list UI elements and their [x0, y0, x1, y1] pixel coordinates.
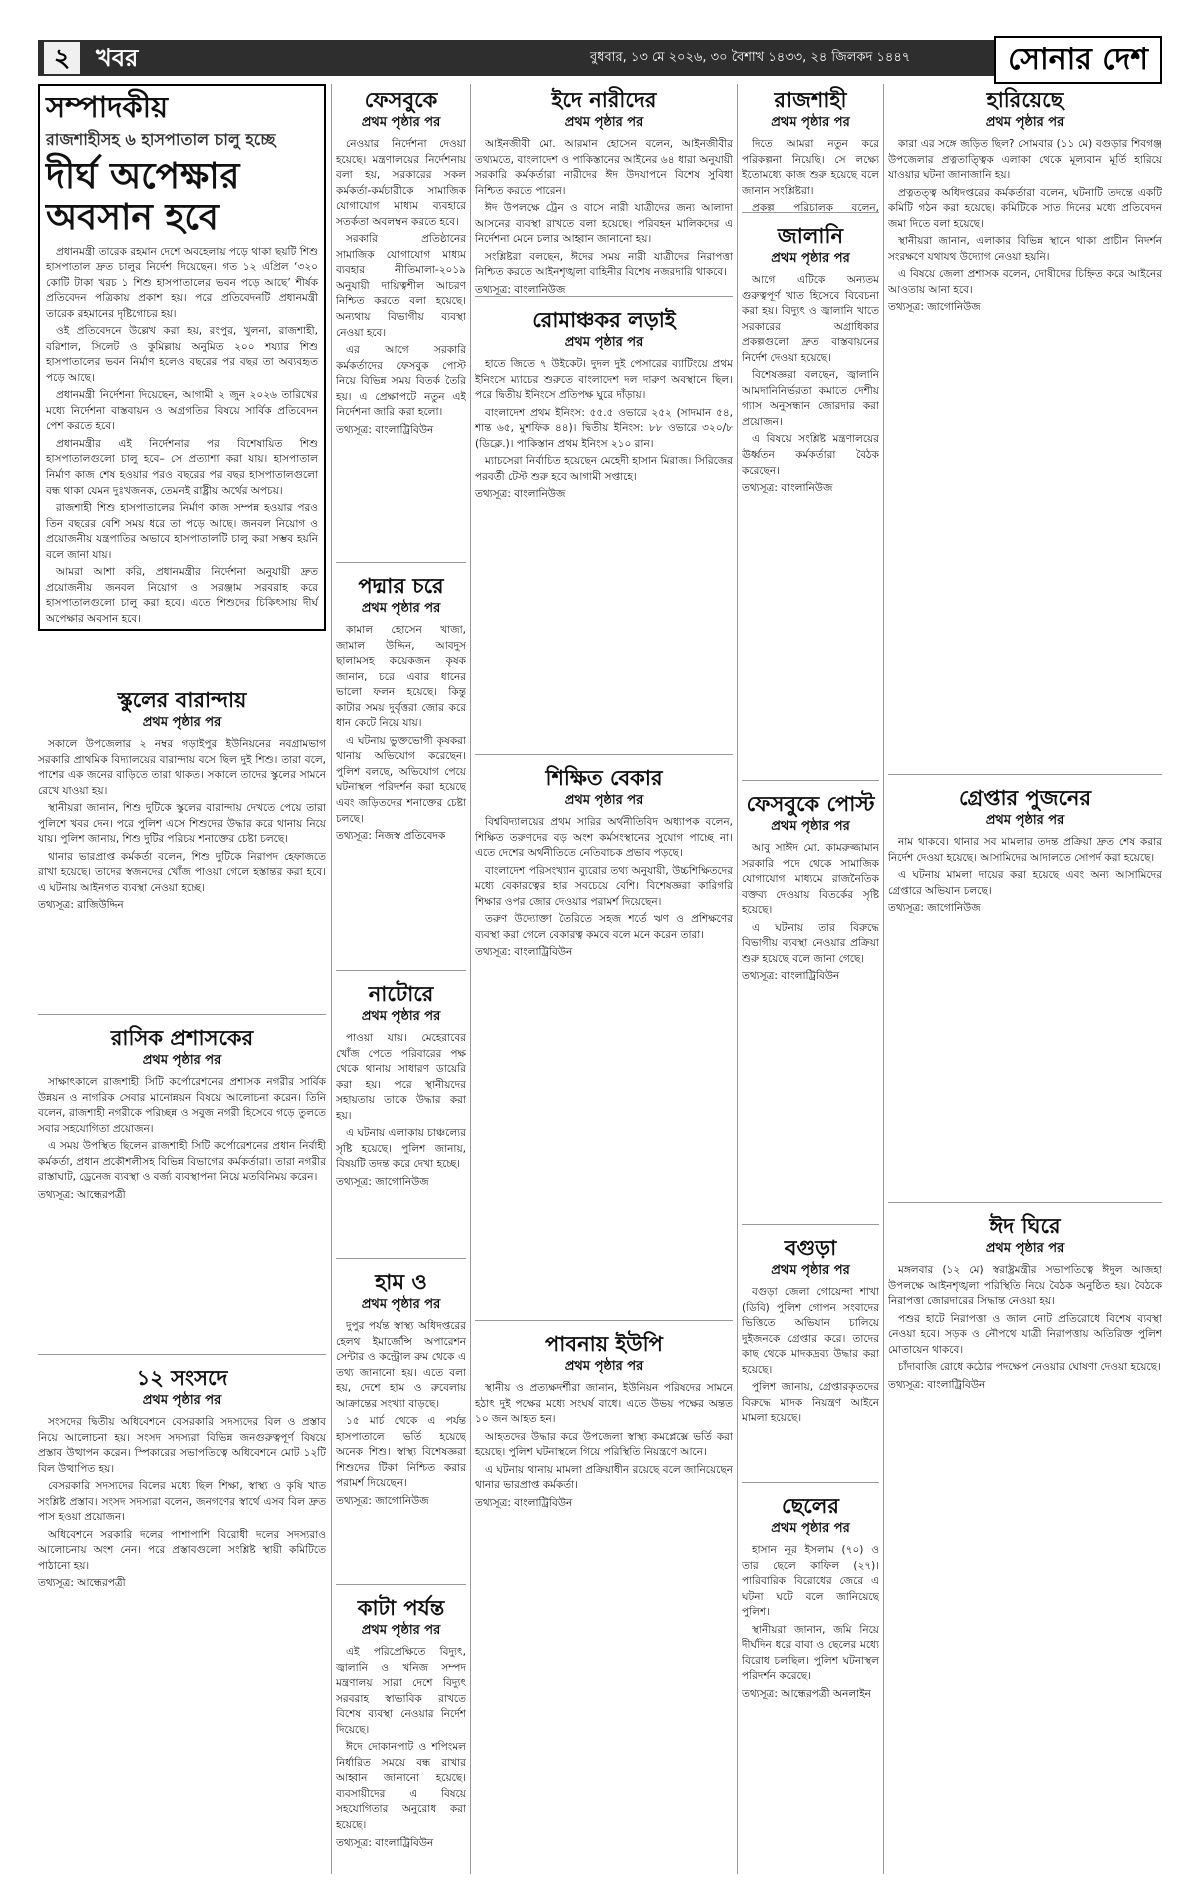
continued-label: প্রথম পৃষ্ঠার পর [361, 1297, 441, 1313]
paragraph: হাসান নূর ইসলাম (৭০) ও তার ছেলে কাফিল (২৭)। পারিবারিক বিরোধের জেরে এ ঘটনা ঘটে বলে জানিয়েছে পুলিশ। [742, 1544, 879, 1619]
paragraph: এ বিষয়ে জেলা প্রশাসক বলেন, দোষীদের চিহ্নিত করে আইনের আওতায় আনা হবে। [888, 268, 1162, 296]
article-source: তথ্যসূত্র: বাংলাট্রিবিউন [336, 423, 434, 436]
article-body [336, 137, 466, 421]
article-headline: রাসিক প্রশাসকের [110, 1026, 254, 1050]
paragraph: বিশেষজ্ঞরা বলছেন, জ্বালানি আমদানিনির্ভরতা কমাতে দেশীয় গ্যাস অনুসন্ধান জোরদার করা প্রয়োজন। [742, 369, 879, 428]
paragraph: বাংলাদেশ পরিসংখ্যান ব্যুরোর তথ্য অনুযায়ী, উচ্চশিক্ষিতদের মধ্যে বেকারত্বের হার সবচেয়ে বেশি। বিশেষজ্ঞরা কারিগরি শিক্ষার ওপর জোর দেওয়ার পরামর্শ দিয়েছেন। [475, 864, 733, 908]
article-headline: নাটোরে [368, 982, 434, 1006]
paragraph: আইনজীবী মো. আরমান হোসেন বলেন, আইনজীবীর তথ্যমতে, বাংলাদেশ ও পাকিস্তানের আইনের ৬৪ ধারা অনুযায়ী সরকারি কর্মকর্তারা নারীদের ঈদ উদযাপনে বিশেষ সুবিধা নিশ্চিত করতে পারেন। [475, 138, 733, 197]
continued-label: প্রথম পৃষ্ঠার পর [361, 1009, 441, 1025]
news-article [475, 762, 733, 1321]
article-headline: ইদে নারীদের [551, 88, 657, 112]
paragraph: এই পরিপ্রেক্ষিতে বিদ্যুৎ, জ্বালানি ও খনিজ সম্পদ মন্ত্রণালয় সারা দেশে বিদ্যুৎ সরবরাহ স্বাভাবিক রাখতে বিশেষ ব্যবস্থা নেওয়ার নির্দেশ দিয়েছে। [336, 1646, 466, 1736]
article-headline: ছেলের [782, 1494, 839, 1518]
article-headline: কাটা পর্যন্ত [357, 1596, 445, 1620]
paragraph: নেওয়ার নির্দেশনা দেওয়া হয়েছে। মন্ত্রণালয়ের নির্দেশনায় বলা হয়, সরকারের সকল কর্মকর্তা-কর্মচারীকে সামাজিক যোগাযোগ মাধ্যম ব্যবহারে সতর্কতা অবলম্বন করতে হবে। [336, 138, 466, 228]
continued-label: প্রথম পৃষ্ঠার পর [771, 1521, 850, 1537]
editorial-headline: দীর্ঘ অপেক্ষার অবসান হবে [46, 155, 240, 239]
article-body [888, 835, 1162, 899]
paragraph: ঈদ উপলক্ষে ট্রেন ও বাসে নারী যাত্রীদের জন্য আলাদা আসনের ব্যবস্থা রাখতে বলা হয়েছে। পরিবহন মালিকদের এ নির্দেশনা মেনে চলার আহ্বান জানানো হয়। [475, 202, 733, 246]
article-source: তথ্যসূত্র: জাগোনিউজ [888, 301, 981, 314]
column-rule [331, 84, 332, 1874]
paragraph: বগুড়া জেলা গোয়েন্দা শাখা (ডিবি) পুলিশ গোপন সংবাদের ভিত্তিতে অভিযান চালিয়ে দুইজনকে গ্রেপ্তার করে। তাদের কাছ থেকে মাদকদ্রব্য উদ্ধার করা হয়েছে। [742, 1286, 879, 1376]
continued-label: প্রথম পৃষ্ঠার পর [985, 813, 1065, 829]
article-body [475, 137, 733, 281]
article-headline: রাজশাহী [774, 88, 847, 112]
article-body [38, 1075, 326, 1186]
news-article [336, 570, 466, 971]
article-body [38, 737, 326, 896]
paragraph: বাংলাদেশ প্রথম ইনিংস: ৫৫.৫ ওভারে ২৫২ (সাদমান ৫৪, শান্ত ৬৫, মুশফিক ৪৪)। দ্বিতীয় ইনিংস: ৮৮ ওভারে ৩২০/৮ (ডিক্লে.)। পাকিস্তান প্রথম ইনিংস ২১০ রান। [475, 406, 733, 450]
article-headline: হারিয়েছে [986, 88, 1064, 112]
news-article [742, 1490, 879, 1874]
editorial-article [38, 84, 326, 674]
paragraph: প্রকল্প পরিচালক বলেন, [752, 202, 879, 213]
continued-label: প্রথম পৃষ্ঠার পর [564, 1359, 644, 1375]
continued-label: প্রথম পৃষ্ঠার পর [771, 819, 850, 835]
article-body [46, 245, 318, 628]
paragraph: কামাল হোসেন খাজা, জামাল উদ্দিন, আবদুস ছালামসহ কয়েকজন কৃষক জানান, চরে এবার ধানের ভালো ফলন হয়েছে। কিন্তু কাটার সময় দুর্বৃত্তরা জোর করে ধান কেটে নিয়ে যায়। [336, 624, 466, 730]
article-body [336, 1645, 466, 1833]
paragraph: এ ঘটনায় মামলা দায়ের করা হয়েছে এবং অন্য আসামিদের গ্রেপ্তারে অভিযান চলছে। [888, 869, 1162, 897]
paragraph: রাজশাহী শিশু হাসপাতালের নির্মাণ কাজ সম্পন্ন হওয়ার পরও তিন বছরের বেশি সময় ধরে তা পড়ে আছে। জনবল নিয়োগ ও প্রয়োজনীয় যন্ত্রপাতির অভাবে হাসপাতালটি চালু করা সম্ভব হয়নি বলে জানা যায়। [46, 502, 318, 561]
article-body [475, 815, 733, 943]
paragraph: মঙ্গলবার (১২ মে) স্বরাষ্ট্রমন্ত্রীর সভাপতিত্বে ঈদুল আজহা উপলক্ষে আইনশৃঙ্খলা পরিস্থিতি নিয়ে বৈঠক অনুষ্ঠিত হয়। বৈঠকে নিরাপত্তা জোরদারের সিদ্ধান্ত নেওয়া হয়। [888, 1264, 1162, 1308]
page-number: ২ [44, 42, 80, 74]
continued-label: প্রথম পৃষ্ঠার পর [985, 1241, 1065, 1257]
article-source: তথ্যসূত্র: জাগোনিউজ [336, 1175, 429, 1188]
editorial-label: সম্পাদকীয় [46, 90, 169, 124]
masthead-logo: সোনার দেশ [994, 36, 1162, 84]
article-headline: ফেসবুকে পোস্ট [746, 792, 875, 816]
paragraph: সংসদের দ্বিতীয় অধিবেশনে বেসরকারি সদস্যদের বিল ও প্রস্তাব নিয়ে আলোচনা হয়। সংসদ সদস্যরা বিভিন্ন জনগুরুত্বপূর্ণ বিষয়ে প্রস্তাব উত্থাপন করেন। স্পিকারের সভাপতিত্বে অধিবেশনে মোট ১২টি বিল উত্থাপিত হয়। [38, 1416, 326, 1475]
page-header [0, 0, 1200, 78]
editorial-box [38, 84, 326, 631]
column-rule [470, 84, 471, 1874]
paragraph: দুপুর পর্যন্ত স্বাস্থ্য অধিদপ্তরের হেলথ ইমার্জেন্সি অপারেশন সেন্টার ও কন্ট্রোল রুম থেকে এ তথ্য জানানো হয়। এতে বলা হয়, দেশে হাম ও রুবেলায় আক্রান্তের সংখ্যা বাড়ছে। [336, 1320, 466, 1410]
continued-label: প্রথম পৃষ্ঠার পর [361, 115, 441, 131]
editorial-subhead: রাজশাহীসহ ৬ হাসপাতাল চালু হচ্ছে [46, 129, 276, 149]
news-article [336, 1266, 466, 1585]
article-headline: হাম ও [375, 1270, 427, 1294]
article-headline: রোমাঞ্চকর লড়াই [532, 308, 676, 332]
paragraph: স্থানীয়রা জানান, শিশু দুটিকে স্কুলের বারান্দায় দেখতে পেয়ে তারা পুলিশে খবর দেন। পরে পুলিশ এসে শিশুদের উদ্ধার করে থানায় নিয়ে যায়। পুলিশ জানায়, শিশু দুটির পরিচয় শনাক্তের চেষ্টা চলছে। [38, 802, 326, 846]
news-article [888, 84, 1162, 775]
paragraph: আগে এটিকে অন্যতম গুরুত্বপূর্ণ খাত হিসেবে বিবেচনা করা হয়। বিদ্যুৎ ও জ্বালানি খাতে সরকারের অগ্রাধিকার প্রকল্পগুলো দ্রুত বাস্তবায়নের নির্দেশ দেওয়া হয়েছে। [742, 274, 879, 364]
paragraph: প্রধানমন্ত্রী নির্দেশনা দিয়েছেন, আগামী ২ জুন ২০২৬ তারিখের মধ্যে নির্দেশনা বাস্তবায়ন ও অগ্রগতির বিষয়ে সার্বিক প্রতিবেদন পেশ করতে হবে। [46, 389, 318, 433]
article-body [38, 1415, 326, 1574]
paragraph: আমরা আশা করি, প্রধানমন্ত্রীর নির্দেশনা অনুযায়ী দ্রুত প্রয়োজনীয় জনবল নিয়োগ ও সরঞ্জাম সরবরাহ করে হাসপাতালগুলো চালু করা হবে। এতে শিশুদের চিকিৎসায় দীর্ঘ অপেক্ষার অবসান হবে। [46, 566, 318, 625]
paragraph: বেসরকারি সদস্যদের বিলের মধ্যে ছিল শিক্ষা, স্বাস্থ্য ও কৃষি খাত সংশ্লিষ্ট প্রস্তাব। সংসদ সদস্যরা বলেন, জনগণের স্বার্থে এসব বিল দ্রুত পাস হওয়া প্রয়োজন। [38, 1480, 326, 1524]
paragraph: দিতে আমরা নতুন করে পরিকল্পনা নিয়েছি। সে লক্ষ্যে ইতোমধ্যে কাজ শুরু হয়েছে বলে জানান সংশ্লিষ্টরা। [742, 138, 879, 197]
paragraph: প্রত্নতত্ত্ব অধিদপ্তরের কর্মকর্তারা বলেন, ঘটনাটি তদন্তে একটি কমিটি গঠন করা হয়েছে। কমিটিকে সাত দিনের মধ্যে প্রতিবেদন জমা দিতে বলা হয়েছে। [888, 186, 1162, 230]
continued-label: প্রথম পৃষ্ঠার পর [771, 115, 850, 131]
news-article [336, 1592, 466, 1874]
article-headline: বগুড়া [784, 1236, 837, 1260]
news-article [475, 1328, 733, 1874]
paragraph: প্রধানমন্ত্রী তারেক রহমান দেশে অবহেলায় পড়ে থাকা ছয়টি শিশু হাসপাতাল দ্রুত চালুর নির্দেশ দিয়েছেন। গত ১২ এপ্রিল ‘৩২০ কোটি টাকা খরচ ১ শিশু হাসপাতালের ভবন পড়ে আছে’ শীর্ষক প্রতিবেদন পত্রিকায় প্রকাশ হয়। পরে প্রতিবেদনটি প্রধানমন্ত্রী তারেক রহমানের দৃষ্টিগোচর হয়। [46, 245, 318, 320]
paragraph: সরকারি প্রতিষ্ঠানের সামাজিক যোগাযোগ মাধ্যম ব্যবহার নীতিমালা-২০১৯ অনুযায়ী দায়িত্বশীল আচরণ নিশ্চিত করতে বলা হয়েছে। অন্যথায় বিভাগীয় ব্যবস্থা নেওয়া হবে। [336, 233, 466, 339]
article-headline: গ্রেপ্তার পুজনের [958, 786, 1092, 810]
news-article [742, 84, 879, 213]
article-body [336, 1319, 466, 1492]
news-article [38, 684, 326, 1015]
paragraph: বিশ্ববিদ্যালয়ের প্রথম সারির অর্থনীতিবিদ অধ্যাপক বলেন, শিক্ষিত তরুণদের বড় অংশ কর্মসংস্থানের সুযোগ পাচ্ছে না। এতে দেশের অর্থনীতিতে নেতিবাচক প্রভাব পড়ছে। [475, 816, 733, 860]
paragraph: এ বিষয়ে সংশ্লিষ্ট মন্ত্রণালয়ের ঊর্ধ্বতন কর্মকর্তারা বৈঠক করেছেন। [742, 433, 879, 477]
article-headline: জালানি [777, 224, 844, 248]
paragraph: চাঁদাবাজি রোধে কঠোর পদক্ষেপ নেওয়ার ঘোষণা দেওয়া হয়েছে। [898, 1361, 1161, 1374]
news-article [475, 304, 733, 755]
article-source: তথ্যসূত্র: বাংলানিউজ [475, 488, 566, 501]
news-article [888, 782, 1162, 1203]
article-headline: স্কুলের বারান্দায় [117, 688, 247, 712]
paragraph: নাম থাকবে। থানার সব মামলার তদন্ত প্রক্রিয়া দ্রুত শেষ করার নির্দেশ দেওয়া হয়েছে। আসামিদের আদালতে সোপর্দ করা হয়েছে। [888, 836, 1162, 864]
paragraph: তরুণ উদ্যোক্তা তৈরিতে সহজ শর্তে ঋণ ও প্রশিক্ষণের ব্যবস্থা করা গেলে বেকারত্ব কমবে বলে মনে করেন তারা। [475, 913, 733, 941]
continued-label: প্রথম পৃষ্ঠার পর [771, 251, 850, 267]
news-article [742, 220, 879, 781]
article-source: তথ্যসূত্র: বাংলানিউজ [475, 283, 566, 296]
news-article [742, 1232, 879, 1483]
article-source: তথ্যসূত্র: রাজিউদ্দিন [38, 899, 124, 912]
article-body [336, 623, 466, 827]
article-body [475, 357, 733, 485]
continued-label: প্রথম পৃষ্ঠার পর [564, 793, 644, 809]
article-body [742, 1543, 879, 1685]
article-body [475, 1381, 733, 1494]
paragraph: হাতে জিতে ৭ উইকেট। দুদল দুই পেসারের ব্যাটিংয়ে প্রথম ইনিংসে ম্যাচের শুরুতে বাংলাদেশ দল দারুণ অবস্থানে ছিল। পরে দ্বিতীয় ইনিংসে প্রতিপক্ষ ঘুরে দাঁড়ায়। [475, 358, 733, 402]
continued-label: প্রথম পৃষ্ঠার পর [142, 715, 222, 731]
article-headline: শিক্ষিত বেকার [545, 766, 663, 790]
paragraph: স্থানীয়রা জানান, এলাকার বিভিন্ন স্থানে থাকা প্রাচীন নিদর্শন সংরক্ষণে যথাযথ উদ্যোগ নেওয়া হয়নি। [888, 235, 1162, 263]
news-article [336, 978, 466, 1259]
paragraph: স্থানীয় ও প্রত্যক্ষদর্শীরা জানান, ইউনিয়ন পরিষদের সামনে হঠাৎ দুই পক্ষের মধ্যে সংঘর্ষ বাধে। এতে উভয় পক্ষের অন্তত ১০ জন আহত হন। [475, 1382, 733, 1426]
column-rule [737, 84, 738, 1874]
continued-label: প্রথম পৃষ্ঠার পর [564, 115, 644, 131]
news-article [336, 84, 466, 563]
continued-label: প্রথম পৃষ্ঠার পর [361, 1623, 441, 1639]
article-source: তথ্যসূত্র: আন্ধেরপত্রী [38, 1188, 126, 1201]
article-source: তথ্যসূত্র: বাংলাট্রিবিউন [742, 970, 840, 983]
paragraph: সংশ্লিষ্টরা বলছেন, ঈদের সময় নারী যাত্রীদের নিরাপত্তা নিশ্চিত করতে আইনশৃঙ্খলা বাহিনীর বিশেষ নজরদারি থাকবে। [475, 250, 733, 279]
news-article [475, 84, 733, 297]
article-body [742, 137, 879, 213]
paragraph: স্থানীয়রা জানান, জমি নিয়ে দীর্ঘদিন ধরে বাবা ও ছেলের মধ্যে বিরোধ চলছিল। পুলিশ ঘটনাস্থল পরিদর্শন করেছে। [742, 1623, 879, 1683]
article-source: তথ্যসূত্র: আন্ধেরপত্রী [38, 1577, 126, 1590]
paragraph: পশুর হাটে নিরাপত্তা ও জাল নোট প্রতিরোধে বিশেষ ব্যবস্থা নেওয়া হবে। সড়ক ও নৌপথে যাত্রী নিরাপত্তায় অতিরিক্ত পুলিশ মোতায়েন থাকবে। [888, 1312, 1162, 1356]
article-source: তথ্যসূত্র: বাংলাট্রিবিউন [888, 1378, 986, 1391]
paragraph: এ ঘটনায় ভুক্তভোগী কৃষকরা থানায় অভিযোগ করেছেন। পুলিশ বলছে, অভিযোগ পেয়ে ঘটনাস্থল পরিদর্শন করা হয়েছে এবং জড়িতদের শনাক্তের চেষ্টা চলছে। [336, 734, 466, 825]
paragraph: ম্যাচসেরা নির্বাচিত হয়েছেন মেহেদী হাসান মিরাজ। সিরিজের পরবর্তী টেস্ট শুরু হবে আগামী সপ্তাহে। [475, 455, 733, 483]
continued-label: প্রথম পৃষ্ঠার পর [142, 1053, 222, 1069]
continued-label: প্রথম পৃষ্ঠার পর [361, 601, 441, 617]
paragraph: ঈদে দোকানপাট ও শপিংমল নির্ধারিত সময়ে বন্ধ রাখার আহ্বান জানানো হয়েছে। ব্যবসায়ীদের এ বিষয়ে সহযোগিতার অনুরোধ করা হয়েছে। [336, 1741, 466, 1831]
article-source: তথ্যসূত্র: জাগোনিউজ [336, 1494, 429, 1507]
article-source: তথ্যসূত্র: বাংলাট্রিবিউন [336, 1836, 434, 1849]
article-body [742, 1285, 879, 1427]
article-headline: ফেসবুকে [364, 88, 438, 112]
article-source: তথ্যসূত্র: জাগোনিউজ [888, 902, 981, 915]
paragraph: এ সময় উপস্থিত ছিলেন রাজশাহী সিটি কর্পোরেশনের প্রধান নির্বাহী কর্মকর্তা, প্রধান প্রকৌশলীসহ বিভিন্ন বিভাগের কর্মকর্তারা। তারা নগরীর রাস্তাঘাট, ড্রেনেজ ব্যবস্থা ও বর্জ্য ব্যবস্থাপনা নিয়ে মতবিনিময় করেন। [38, 1140, 326, 1184]
news-article [38, 1362, 326, 1874]
continued-label: প্রথম পৃষ্ঠার পর [142, 1393, 222, 1409]
paragraph: কারা এর সঙ্গে জড়িত ছিল? সোমবার (১১ মে) বগুড়ার শিবগঞ্জ উপজেলার প্রত্নতাত্ত্বিক এলাকা থেকে মূল্যবান মূর্তি হারিয়ে যাওয়ার ঘটনা জানাজানি হয়। [888, 138, 1162, 182]
paragraph: অধিবেশনে সরকারি দলের পাশাপাশি বিরোধী দলের সদস্যরাও আলোচনায় অংশ নেন। পরে প্রস্তাবগুলো সংশ্লিষ্ট স্থায়ী কমিটিতে পাঠানো হয়। [38, 1528, 326, 1572]
continued-label: প্রথম পৃষ্ঠার পর [564, 335, 644, 351]
article-body [888, 137, 1162, 298]
article-source: তথ্যসূত্র: নিজস্ব প্রতিবেদক [336, 830, 446, 843]
article-body [336, 1031, 466, 1173]
article-body [742, 273, 879, 479]
paragraph: এ ঘটনায় তার বিরুদ্ধে বিভাগীয় ব্যবস্থা নেওয়ার প্রক্রিয়া শুরু হয়েছে বলে জানা গেছে। [742, 921, 879, 965]
article-body [742, 841, 879, 967]
paragraph: এর আগে সরকারি কর্মকর্তাদের ফেসবুক পোস্ট নিয়ে বিভিন্ন সময় বিতর্ক তৈরি হয়। এ প্রেক্ষাপটে নতুন এই নির্দেশনা জারি করা হলো। [336, 344, 466, 419]
continued-label: প্রথম পৃষ্ঠার পর [985, 115, 1065, 131]
article-source: তথ্যসূত্র: বাংলাট্রিবিউন [475, 1496, 573, 1509]
paragraph: আবু সাঈদ মো. কামরুজ্জামান সরকারি পদে থেকে সামাজিক যোগাযোগ মাধ্যমে রাজনৈতিক বক্তব্য দেওয়ায় বিতর্কের সৃষ্টি হয়েছে। [742, 842, 879, 917]
article-headline: ঈদ ঘিরে [989, 1214, 1061, 1238]
article-headline: পদ্মার চরে [358, 574, 444, 598]
continued-label: প্রথম পৃষ্ঠার পর [771, 1263, 850, 1279]
paragraph: এ ঘটনায় এলাকায় চাঞ্চল্যের সৃষ্টি হয়েছে। পুলিশ জানায়, বিষয়টি তদন্ত করে দেখা হচ্ছে। [336, 1127, 466, 1171]
article-headline: ১২ সংসদে [136, 1366, 228, 1390]
article-body [888, 1263, 1162, 1376]
paragraph: সাক্ষাৎকালে রাজশাহী সিটি কর্পোরেশনের প্রশাসক নগরীর সার্বিক উন্নয়ন ও নাগরিক সেবার মানোন্নয়ন বিষয়ে আলোচনা করেন। তিনি বলেন, রাজশাহী নগরীকে পরিচ্ছন্ন ও সবুজ নগরী হিসেবে গড়ে তুলতে সবার সহযোগিতা প্রয়োজন। [38, 1076, 326, 1135]
date-line: বুধবার, ১৩ মে ২০২৬, ৩০ বৈশাখ ১৪৩৩, ২৪ জিলকদ ১৪৪৭ [590, 50, 911, 65]
article-source: তথ্যসূত্র: বাংলানিউজ [742, 482, 833, 495]
paragraph: পুলিশ জানায়, গ্রেপ্তারকৃতদের বিরুদ্ধে মাদক নিয়ন্ত্রণ আইনে মামলা হয়েছে। [742, 1381, 879, 1425]
paragraph: থানার ভারপ্রাপ্ত কর্মকর্তা বলেন, শিশু দুটিকে নিরাপদ হেফাজতে রাখা হয়েছে। তাদের স্বজনদের খোঁজ পাওয়া গেলে হস্তান্তর করা হবে। এ ঘটনায় আইনগত ব্যবস্থা নেওয়া হচ্ছে। [38, 850, 326, 894]
column-rule [883, 84, 884, 1874]
paragraph: সকালে উপজেলার ২ নম্বর গড়াইপুর ইউনিয়নের নবগ্রামভাগ সরকারি প্রাথমিক বিদ্যালয়ের বারান্দায় বসে ছিল দুই শিশু। তারা বলে, পাশের এক জনের বাড়িতে তারা থাকত। সকালে তাদের স্কুলের সামনে রেখে যাওয়া হয়। [38, 738, 326, 797]
news-article [888, 1210, 1162, 1874]
paragraph: আহতদের উদ্ধার করে উপজেলা স্বাস্থ্য কমপ্লেক্সে ভর্তি করা হয়েছে। পুলিশ ঘটনাস্থলে গিয়ে পরিস্থিতি নিয়ন্ত্রণে আনে। [475, 1430, 733, 1459]
news-article [742, 788, 879, 1225]
article-source: তথ্যসূত্র: বাংলাট্রিবিউন [475, 946, 573, 959]
paragraph: প্রধানমন্ত্রীর এই নির্দেশনার পর বিশেষায়িত শিশু হাসপাতালগুলো চালু হবে– সে প্রত্যাশা করা যায়। হাসপাতাল নির্মাণ কাজ শেষ হওয়ার পরও বছরের পর বছর হাসপাতালগুলো বন্ধ থাকা যেমন দুঃখজনক, তেমনই রাষ্ট্রীয় অর্থের অপচয়। [46, 437, 318, 497]
article-headline: পাবনায় ইউপি [545, 1332, 663, 1356]
paragraph: পাওয়া যায়। মেহেরাবের খোঁজ পেতে পরিবারের পক্ষ থেকে থানায় সাধারণ ডায়েরি করা হয়। পরে স্থানীয়দের সহায়তায় তাকে উদ্ধার করা হয়। [336, 1032, 466, 1122]
paragraph: ওই প্রতিবেদনে উল্লেখ করা হয়, রংপুর, খুলনা, রাজশাহী, বরিশাল, সিলেট ও কুমিল্লায় অনুমিত ২০০ শয্যার শিশু হাসপাতালের ভবন নির্মাণ হলেও বছরের পর বছর তা অব্যবহৃত পড়ে আছে। [46, 325, 318, 384]
section-label: খবর [96, 44, 139, 72]
paragraph: ১৫ মার্চ থেকে এ পর্যন্ত হাসপাতালে ভর্তি হয়েছে অনেক শিশু। স্বাস্থ্য বিশেষজ্ঞরা শিশুদের টিকা নিশ্চিত করার পরামর্শ দিয়েছেন। [336, 1415, 466, 1490]
news-article [38, 1022, 326, 1355]
article-source: তথ্যসূত্র: আন্ধেরপত্রী অনলাইন [742, 1687, 871, 1700]
paragraph: এ ঘটনায় থানায় মামলা প্রক্রিয়াধীন রয়েছে বলে জানিয়েছেন থানার ভারপ্রাপ্ত কর্মকর্তা। [475, 1463, 733, 1492]
